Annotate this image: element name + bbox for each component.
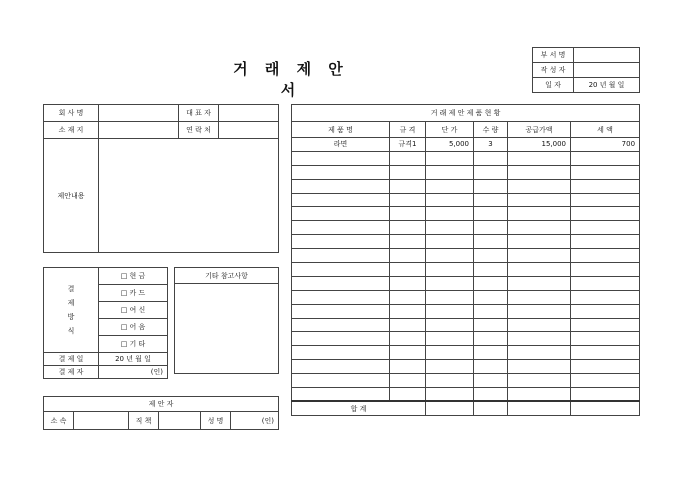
product-name-cell[interactable]: [292, 332, 390, 346]
quantity-cell[interactable]: [474, 318, 508, 332]
spec-cell[interactable]: [390, 290, 426, 304]
tax-cell[interactable]: [571, 332, 640, 346]
supply-amount-cell[interactable]: [508, 304, 571, 318]
contact-field[interactable]: [219, 122, 279, 139]
col-product-name: 제 품 명: [292, 122, 390, 138]
unit-price-cell[interactable]: [426, 304, 474, 318]
proposal-content-field[interactable]: [99, 139, 279, 253]
product-name-cell[interactable]: [292, 290, 390, 304]
product-name-cell[interactable]: 라면: [292, 138, 390, 152]
approval-date-label: 일 자: [533, 78, 574, 93]
unit-price-cell[interactable]: [426, 388, 474, 402]
company-info-table: [43, 104, 279, 253]
supply-amount-cell[interactable]: 15,000: [508, 138, 571, 152]
proposal-content-label: 제안내용: [44, 139, 99, 253]
supply-amount-cell[interactable]: [508, 221, 571, 235]
supply-amount-cell[interactable]: [508, 388, 571, 402]
quantity-cell[interactable]: [474, 207, 508, 221]
supply-amount-cell[interactable]: [508, 290, 571, 304]
supply-amount-cell[interactable]: [508, 276, 571, 290]
supply-amount-cell[interactable]: [508, 151, 571, 165]
notes-field[interactable]: [175, 284, 279, 374]
supply-amount-cell[interactable]: [508, 207, 571, 221]
tax-cell[interactable]: [571, 179, 640, 193]
total-quantity: [474, 401, 508, 415]
unit-price-cell[interactable]: [426, 179, 474, 193]
tax-cell[interactable]: [571, 193, 640, 207]
total-unit-price: [426, 401, 474, 415]
unit-price-cell[interactable]: [426, 249, 474, 263]
unit-price-cell[interactable]: [426, 318, 474, 332]
payment-table: [43, 267, 168, 379]
approval-table: [532, 47, 640, 93]
table-row: [292, 193, 640, 207]
spec-cell[interactable]: [390, 165, 426, 179]
tax-cell[interactable]: [571, 235, 640, 249]
representative-label: 대 표 자: [179, 105, 219, 122]
proposer-position-label: 직 책: [129, 412, 159, 430]
tax-cell[interactable]: [571, 263, 640, 277]
quantity-cell[interactable]: [474, 235, 508, 249]
supply-amount-cell[interactable]: [508, 193, 571, 207]
unit-price-cell[interactable]: [426, 263, 474, 277]
product-name-cell[interactable]: [292, 179, 390, 193]
quantity-cell[interactable]: [474, 249, 508, 263]
tax-cell[interactable]: [571, 374, 640, 388]
unit-price-cell[interactable]: [426, 290, 474, 304]
table-row: [292, 374, 640, 388]
proposer-name-label: 성 명: [201, 412, 231, 430]
total-label: 합 계: [292, 401, 426, 415]
payment-option-other[interactable]: □ 기 타: [99, 336, 168, 353]
approval-date-field[interactable]: 20 년 월 일: [574, 78, 640, 93]
proposer-position-field[interactable]: [159, 412, 201, 430]
notes-table: [174, 267, 279, 374]
total-tax: [571, 401, 640, 415]
unit-price-cell[interactable]: [426, 165, 474, 179]
payment-method-label: 결 제 방 식: [44, 268, 99, 353]
table-row: [292, 346, 640, 360]
quantity-cell[interactable]: [474, 276, 508, 290]
table-row: [292, 165, 640, 179]
quantity-cell[interactable]: [474, 374, 508, 388]
spec-cell[interactable]: [390, 276, 426, 290]
proposer-name-field[interactable]: (인): [231, 412, 279, 430]
supply-amount-cell[interactable]: [508, 318, 571, 332]
quantity-cell[interactable]: [474, 388, 508, 402]
table-row: [292, 263, 640, 277]
tax-cell[interactable]: [571, 165, 640, 179]
spec-cell[interactable]: [390, 179, 426, 193]
quantity-cell[interactable]: [474, 332, 508, 346]
spec-cell[interactable]: [390, 318, 426, 332]
tax-cell[interactable]: [571, 346, 640, 360]
quantity-cell[interactable]: [474, 304, 508, 318]
spec-cell[interactable]: [390, 374, 426, 388]
contact-label: 연 락 처: [179, 122, 219, 139]
table-row: [292, 290, 640, 304]
payment-option-credit[interactable]: □ 여 신: [99, 302, 168, 319]
quantity-cell[interactable]: [474, 263, 508, 277]
table-row: [292, 179, 640, 193]
quantity-cell[interactable]: 3: [474, 138, 508, 152]
table-row: [292, 249, 640, 263]
product-name-cell[interactable]: [292, 374, 390, 388]
approval-writer-field[interactable]: [574, 63, 640, 78]
payer-label: 결 제 자: [44, 366, 99, 379]
spec-cell[interactable]: [390, 346, 426, 360]
supply-amount-cell[interactable]: [508, 249, 571, 263]
spec-cell[interactable]: [390, 304, 426, 318]
unit-price-cell[interactable]: [426, 374, 474, 388]
proposer-header: 제 안 자: [44, 397, 279, 412]
col-spec: 규 격: [390, 122, 426, 138]
table-row: [292, 151, 640, 165]
proposer-table: [43, 396, 279, 430]
table-row: [292, 138, 640, 152]
product-name-cell[interactable]: [292, 263, 390, 277]
products-table: [291, 104, 640, 416]
quantity-cell[interactable]: [474, 221, 508, 235]
quantity-cell[interactable]: [474, 179, 508, 193]
supply-amount-cell[interactable]: [508, 235, 571, 249]
product-name-cell[interactable]: [292, 388, 390, 402]
proposer-affiliation-field[interactable]: [74, 412, 129, 430]
address-field[interactable]: [99, 122, 179, 139]
payer-field[interactable]: (인): [99, 366, 168, 379]
address-label: 소 재 지: [44, 122, 99, 139]
spec-cell[interactable]: [390, 207, 426, 221]
proposer-affiliation-label: 소 속: [44, 412, 74, 430]
product-name-cell[interactable]: [292, 235, 390, 249]
table-row: [292, 332, 640, 346]
payment-date-field[interactable]: 20 년 월 일: [99, 353, 168, 366]
supply-amount-cell[interactable]: [508, 179, 571, 193]
supply-amount-cell[interactable]: [508, 374, 571, 388]
product-name-cell[interactable]: [292, 304, 390, 318]
product-name-cell[interactable]: [292, 207, 390, 221]
unit-price-cell[interactable]: [426, 235, 474, 249]
document-title: 거 래 제 안 서: [233, 60, 349, 99]
product-name-cell[interactable]: [292, 151, 390, 165]
product-name-cell[interactable]: [292, 193, 390, 207]
quantity-cell[interactable]: [474, 193, 508, 207]
table-row: [292, 221, 640, 235]
payment-option-card[interactable]: □ 카 드: [99, 285, 168, 302]
product-name-cell[interactable]: [292, 276, 390, 290]
col-tax: 세 액: [571, 122, 640, 138]
spec-cell[interactable]: [390, 360, 426, 374]
unit-price-cell[interactable]: [426, 360, 474, 374]
supply-amount-cell[interactable]: [508, 332, 571, 346]
quantity-cell[interactable]: [474, 165, 508, 179]
tax-cell[interactable]: [571, 304, 640, 318]
product-name-cell[interactable]: [292, 360, 390, 374]
unit-price-cell[interactable]: [426, 207, 474, 221]
company-name-label: 회 사 명: [44, 105, 99, 122]
supply-amount-cell[interactable]: [508, 346, 571, 360]
spec-cell[interactable]: [390, 388, 426, 402]
quantity-cell[interactable]: [474, 290, 508, 304]
approval-dept-field[interactable]: [574, 48, 640, 63]
spec-cell[interactable]: [390, 151, 426, 165]
notes-label: 기타 참고사항: [175, 268, 279, 284]
quantity-cell[interactable]: [474, 151, 508, 165]
table-row: [292, 276, 640, 290]
table-row: [292, 207, 640, 221]
table-row: [292, 304, 640, 318]
quantity-cell[interactable]: [474, 346, 508, 360]
unit-price-cell[interactable]: [426, 346, 474, 360]
quantity-cell[interactable]: [474, 360, 508, 374]
unit-price-cell[interactable]: [426, 332, 474, 346]
unit-price-cell[interactable]: 5,000: [426, 138, 474, 152]
table-row: [292, 388, 640, 402]
unit-price-cell[interactable]: [426, 276, 474, 290]
payment-option-cash[interactable]: □ 현 금: [99, 268, 168, 285]
tax-cell[interactable]: [571, 249, 640, 263]
product-name-cell[interactable]: [292, 165, 390, 179]
table-row: [292, 360, 640, 374]
supply-amount-cell[interactable]: [508, 360, 571, 374]
product-name-cell[interactable]: [292, 249, 390, 263]
tax-cell[interactable]: [571, 388, 640, 402]
approval-writer-label: 작 성 자: [533, 63, 574, 78]
tax-cell[interactable]: [571, 276, 640, 290]
spec-cell[interactable]: [390, 263, 426, 277]
tax-cell[interactable]: [571, 290, 640, 304]
tax-cell[interactable]: [571, 318, 640, 332]
representative-field[interactable]: [219, 105, 279, 122]
payment-option-bill[interactable]: □ 어 음: [99, 319, 168, 336]
total-supply-amount: [508, 401, 571, 415]
table-row: [292, 235, 640, 249]
products-header: 거 래 제 안 제 품 현 황: [292, 105, 640, 122]
tax-cell[interactable]: [571, 360, 640, 374]
spec-cell[interactable]: [390, 221, 426, 235]
unit-price-cell[interactable]: [426, 221, 474, 235]
product-name-cell[interactable]: [292, 318, 390, 332]
spec-cell[interactable]: 규격1: [390, 138, 426, 152]
product-name-cell[interactable]: [292, 346, 390, 360]
approval-dept-label: 부 서 명: [533, 48, 574, 63]
spec-cell[interactable]: [390, 332, 426, 346]
tax-cell[interactable]: 700: [571, 138, 640, 152]
company-name-field[interactable]: [99, 105, 179, 122]
supply-amount-cell[interactable]: [508, 165, 571, 179]
spec-cell[interactable]: [390, 193, 426, 207]
unit-price-cell[interactable]: [426, 193, 474, 207]
col-quantity: 수 량: [474, 122, 508, 138]
product-name-cell[interactable]: [292, 221, 390, 235]
col-unit-price: 단 가: [426, 122, 474, 138]
spec-cell[interactable]: [390, 249, 426, 263]
payment-date-label: 결 제 일: [44, 353, 99, 366]
tax-cell[interactable]: [571, 207, 640, 221]
col-supply-amount: 공급가액: [508, 122, 571, 138]
unit-price-cell[interactable]: [426, 151, 474, 165]
spec-cell[interactable]: [390, 235, 426, 249]
tax-cell[interactable]: [571, 221, 640, 235]
table-row: [292, 318, 640, 332]
tax-cell[interactable]: [571, 151, 640, 165]
supply-amount-cell[interactable]: [508, 263, 571, 277]
